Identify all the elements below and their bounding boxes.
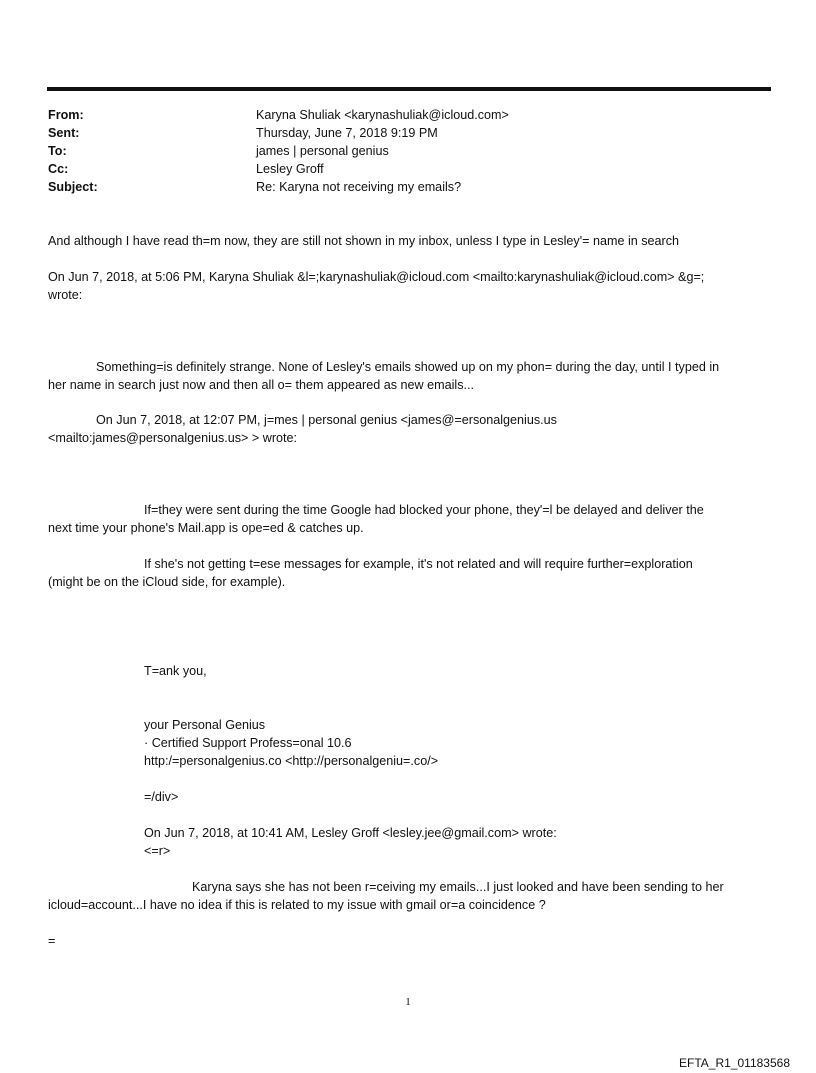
body-paragraph-cont: (might be on the iCloud side, for example).	[48, 575, 286, 589]
page-number: 1	[405, 996, 411, 1008]
body-paragraph: Something=is definitely strange. None of Lesley's emails showed up on my phon= during the day, until I typed in	[96, 360, 720, 374]
signature-line: your Personal Genius	[144, 718, 266, 732]
quoted-header-cont: wrote:	[48, 288, 83, 302]
body-paragraph-cont: her name in search just now and then all o= them appeared as new emails...	[48, 378, 474, 392]
sent-value: Thursday, June 7, 2018 9:19 PM	[256, 126, 438, 140]
document-id: EFTA_R1_01183568	[679, 1056, 790, 1070]
markup-artifact: =/div>	[144, 790, 179, 804]
markup-artifact: <=r>	[144, 844, 171, 858]
quoted-header-cont: <mailto:james@personalgenius.us> > wrote:	[48, 431, 298, 445]
body-paragraph-cont: icloud=account...I have no idea if this is related to my issue with gmail or=a coincidence ?	[48, 898, 546, 912]
header-rule	[47, 87, 771, 91]
subject-value: Re: Karyna not receiving my emails?	[256, 180, 462, 194]
closing-thanks: T=ank you,	[144, 664, 207, 678]
body-paragraph: And although I have read th=m now, they are still not shown in my inbox, unless I type in Lesley'= name in search	[48, 234, 680, 248]
from-value: Karyna Shuliak <karynashuliak@icloud.com>	[256, 108, 509, 122]
to-value: james | personal genius	[256, 144, 389, 158]
subject-label: Subject:	[48, 180, 98, 194]
body-paragraph-cont: next time your phone's Mail.app is ope=ed & catches up.	[48, 521, 364, 535]
markup-artifact: =	[48, 934, 56, 948]
to-label: To:	[48, 144, 67, 158]
body-paragraph: If=they were sent during the time Google had blocked your phone, they'=l be delayed and deliver the	[144, 503, 704, 517]
cc-value: Lesley Groff	[256, 162, 324, 176]
sent-label: Sent:	[48, 126, 80, 140]
cc-label: Cc:	[48, 162, 69, 176]
body-paragraph: If she's not getting t=ese messages for example, it's not related and will require further=exploration	[144, 557, 693, 571]
body-paragraph: Karyna says she has not been r=ceiving my emails...I just looked and have been sending to her	[192, 880, 724, 894]
quoted-header: On Jun 7, 2018, at 10:41 AM, Lesley Groff <lesley.jee@gmail.com> wrote:	[144, 826, 557, 840]
signature-link: http:/=personalgenius.co <http://personalgeniu=.co/>	[144, 754, 439, 768]
quoted-header: On Jun 7, 2018, at 12:07 PM, j=mes | personal genius <james@=ersonalgenius.us	[96, 413, 557, 427]
from-label: From:	[48, 108, 84, 122]
quoted-header: On Jun 7, 2018, at 5:06 PM, Karyna Shuliak &l=;karynashuliak@icloud.com <mailto:karynashuliak@icloud.com> &g=;	[48, 270, 705, 284]
signature-line: · Certified Support Profess=onal 10.6	[144, 736, 352, 750]
